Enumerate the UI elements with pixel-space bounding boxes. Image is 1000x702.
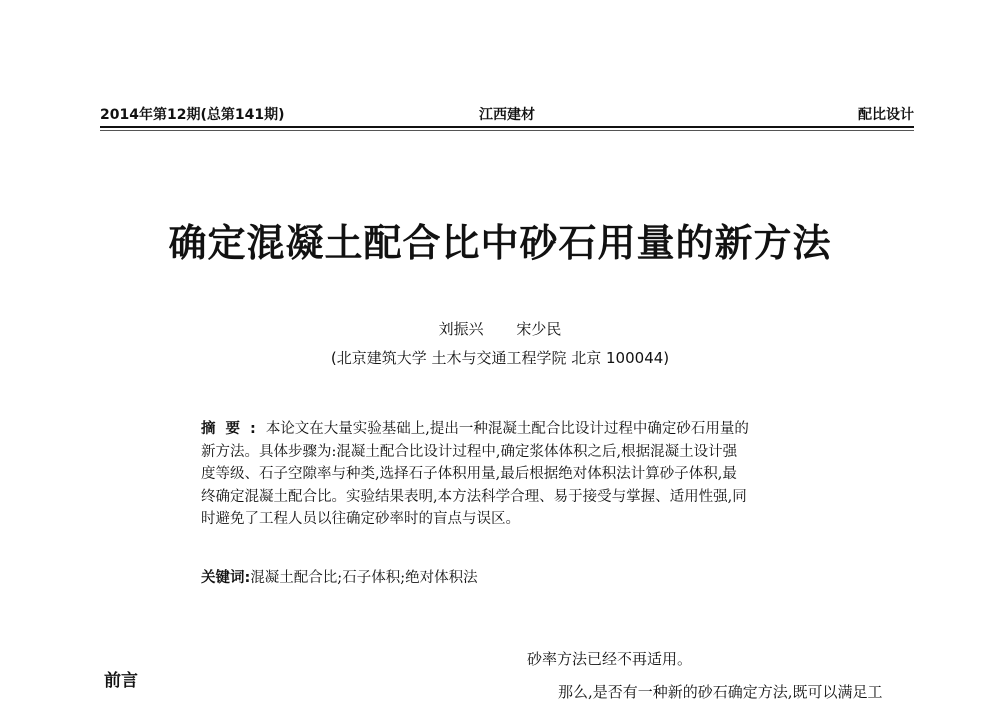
keywords	[201, 566, 478, 587]
abstract-line: 终确定混凝土配合比。实验结果表明,本方法科学合理、易于接受与掌握、适用性强,同	[201, 488, 747, 505]
abstract-label: 摘要:	[201, 421, 266, 437]
header-rule	[100, 126, 914, 128]
body-text-line: 砂率方法已经不再适用。	[527, 650, 693, 668]
abstract-line: 新方法。具体步骤为:混凝土配合比设计过程中,确定浆体体积之后,根据混凝土设计强	[201, 443, 738, 460]
authors	[0, 318, 1000, 339]
keywords-label: 关键词:	[201, 570, 251, 586]
journal-name: 江西建材	[479, 107, 535, 123]
header-rule-thin	[100, 130, 914, 131]
section-heading-preface: 前言	[104, 671, 138, 691]
keywords-text: 混凝土配合比;石子体积;绝对体积法	[250, 570, 478, 586]
abstract-line: 时避免了工程人员以往确定砂率时的盲点与误区。	[201, 511, 520, 527]
issue-info: 2014年第12期(总第141期)	[100, 107, 285, 123]
abstract-line	[201, 418, 821, 441]
column-name: 配比设计	[858, 107, 914, 123]
author-1: 刘振兴	[438, 320, 484, 338]
affiliation: (北京建筑大学 土木与交通工程学院 北京 100044)	[330, 349, 670, 367]
article-title: 确定混凝土配合比中砂石用量的新方法	[168, 221, 832, 265]
author-2: 宋少民	[516, 320, 562, 338]
abstract-line: 度等级、石子空隙率与种类,选择石子体积用量,最后根据绝对体积法计算砂子体积,最	[201, 466, 737, 482]
running-header	[100, 104, 914, 126]
abstract	[201, 418, 821, 531]
abstract-text-1: 本论文在大量实验基础上,提出一种混凝土配合比设计过程中确定砂石用量的	[265, 421, 749, 437]
body-text-line: 那么,是否有一种新的砂石确定方法,既可以满足工	[558, 683, 883, 701]
